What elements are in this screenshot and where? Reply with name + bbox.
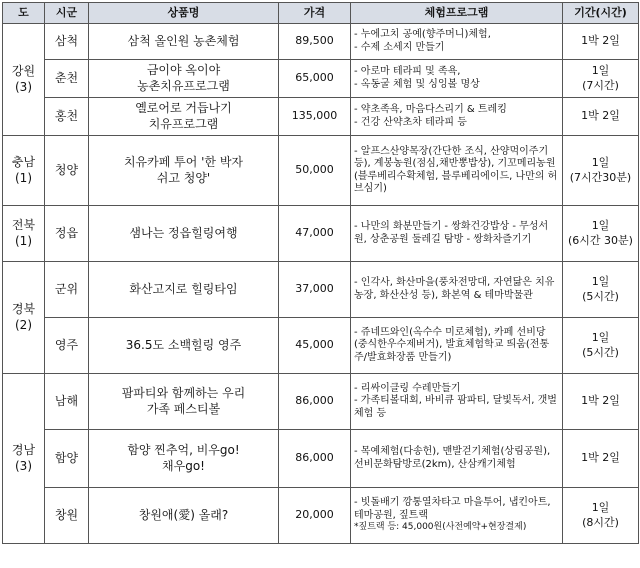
product-name-cell: 옐로어로 거듭나기 치유프로그램 bbox=[89, 98, 279, 136]
city-cell: 영주 bbox=[45, 318, 89, 374]
city-cell: 군위 bbox=[45, 262, 89, 318]
experience-cell: - 목예체험(다송헌), 맨발걷기체험(상림공원), 선비문화탐방로(2km), 산삼캐기체험 bbox=[351, 430, 563, 488]
duration-cell: 1박 2일 bbox=[563, 374, 639, 430]
price-cell: 65,000 bbox=[279, 60, 351, 98]
price-cell: 89,500 bbox=[279, 24, 351, 60]
experience-cell: - 아로마 테라피 및 족욕, - 옥동굴 체험 및 싱잉볼 명상 bbox=[351, 60, 563, 98]
region-cell: 강원 (3) bbox=[3, 24, 45, 136]
experience-cell: - 알프스산양목장(간단한 조식, 산양먹이주기 등), 계봉농원(점심,채반뽕밥상), 기꼬메리농원(블루베리수확체험, 블루베리에이드, 나만의 허브심기) bbox=[351, 136, 563, 206]
price-cell: 86,000 bbox=[279, 430, 351, 488]
duration-cell: 1일 (5시간) bbox=[563, 318, 639, 374]
duration-cell: 1일 (7시간30분) bbox=[563, 136, 639, 206]
experience-cell: - 약초족욕, 마음다스리기 & 트레킹 - 건강 산약초차 테라피 등 bbox=[351, 98, 563, 136]
header-experience: 체험프로그램 bbox=[351, 3, 563, 24]
product-name-cell: 샘나는 정읍힐링여행 bbox=[89, 206, 279, 262]
city-cell: 남해 bbox=[45, 374, 89, 430]
city-cell: 청양 bbox=[45, 136, 89, 206]
product-name-cell: 팜파티와 함께하는 우리 가족 페스티볼 bbox=[89, 374, 279, 430]
table-row bbox=[3, 430, 639, 488]
table-row bbox=[3, 24, 639, 60]
experience-cell: - 인각사, 화산마을(풍차전망대, 자연닮은 치유농장, 화산산성 등), 화본역 & 테마박물관 bbox=[351, 262, 563, 318]
price-cell: 20,000 bbox=[279, 488, 351, 544]
header-row bbox=[3, 3, 639, 24]
duration-cell: 1박 2일 bbox=[563, 430, 639, 488]
product-name-cell: 함양 찐추억, 비우go! 채우go! bbox=[89, 430, 279, 488]
duration-cell: 1일 (7시간) bbox=[563, 60, 639, 98]
product-name-cell: 36.5도 소백힐링 영주 bbox=[89, 318, 279, 374]
city-cell: 창원 bbox=[45, 488, 89, 544]
program-table bbox=[2, 2, 639, 544]
price-cell: 45,000 bbox=[279, 318, 351, 374]
table-row bbox=[3, 318, 639, 374]
duration-cell: 1박 2일 bbox=[563, 24, 639, 60]
table-row bbox=[3, 262, 639, 318]
region-cell: 경북 (2) bbox=[3, 262, 45, 374]
header-region: 도 bbox=[3, 3, 45, 24]
header-city: 시군 bbox=[45, 3, 89, 24]
region-cell: 충남 (1) bbox=[3, 136, 45, 206]
region-cell: 전북 (1) bbox=[3, 206, 45, 262]
duration-cell: 1일 (5시간) bbox=[563, 262, 639, 318]
header-product-name: 상품명 bbox=[89, 3, 279, 24]
table-row bbox=[3, 488, 639, 544]
table-row bbox=[3, 98, 639, 136]
city-cell: 홍천 bbox=[45, 98, 89, 136]
city-cell: 정읍 bbox=[45, 206, 89, 262]
price-cell: 37,000 bbox=[279, 262, 351, 318]
duration-cell: 1일 (6시간 30분) bbox=[563, 206, 639, 262]
product-name-cell: 삼척 올인원 농촌체험 bbox=[89, 24, 279, 60]
header-duration: 기간(시간) bbox=[563, 3, 639, 24]
table-row bbox=[3, 206, 639, 262]
experience-cell: - 나만의 화분만들기 - 쌍화건강밥상 - 무성서원, 상춘공원 둘레길 탐방 - 쌍화차즐기기 bbox=[351, 206, 563, 262]
city-cell: 춘천 bbox=[45, 60, 89, 98]
table-row bbox=[3, 374, 639, 430]
experience-cell: - 리싸이클링 수레만들기 - 가족티볼대회, 바비큐 팜파티, 달빛독서, 갯벌체험 등 bbox=[351, 374, 563, 430]
product-name-cell: 금이야 옥이야 농촌치유프로그램 bbox=[89, 60, 279, 98]
city-cell: 삼척 bbox=[45, 24, 89, 60]
experience-cell: - 빗돌배기 깡통열차타고 마을투어, 냅킨아트, 테마공원, 짚트랙 *짚트랙 등: 45,000원(사전예약+현장결제) bbox=[351, 488, 563, 544]
product-name-cell: 창원애(愛) 올래? bbox=[89, 488, 279, 544]
price-cell: 135,000 bbox=[279, 98, 351, 136]
region-cell: 경남 (3) bbox=[3, 374, 45, 544]
header-price: 가격 bbox=[279, 3, 351, 24]
experience-cell: - 쥬네뜨와인(옥수수 미로체험), 카페 선비당(중식한우수제버거), 발효체험학교 띄움(전통주/발효화장품 만들기) bbox=[351, 318, 563, 374]
price-cell: 50,000 bbox=[279, 136, 351, 206]
city-cell: 함양 bbox=[45, 430, 89, 488]
product-name-cell: 화산고지로 힐링타임 bbox=[89, 262, 279, 318]
experience-cell: - 누에고치 공예(향주머니)체험, - 수제 소세지 만들기 bbox=[351, 24, 563, 60]
price-cell: 86,000 bbox=[279, 374, 351, 430]
table-row bbox=[3, 136, 639, 206]
duration-cell: 1일 (8시간) bbox=[563, 488, 639, 544]
price-cell: 47,000 bbox=[279, 206, 351, 262]
table-row bbox=[3, 60, 639, 98]
product-name-cell: 치유카페 투어 '한 박자 쉬고 청양' bbox=[89, 136, 279, 206]
duration-cell: 1박 2일 bbox=[563, 98, 639, 136]
